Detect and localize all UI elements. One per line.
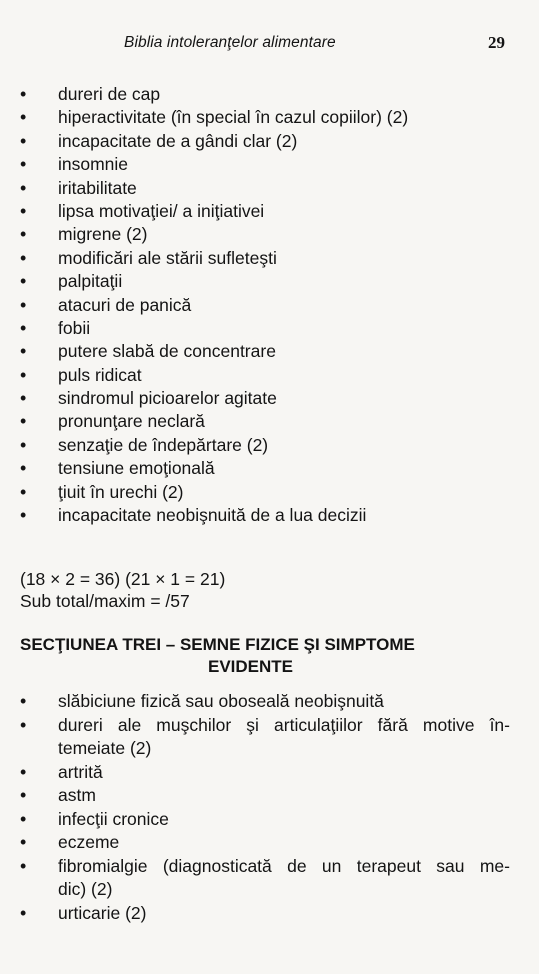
list-item-text: • artrită bbox=[58, 761, 103, 782]
list-item: • ţiuit în urechi (2) bbox=[20, 481, 520, 504]
list-item bbox=[20, 831, 510, 855]
list-item bbox=[20, 808, 510, 832]
score-totals bbox=[20, 568, 225, 612]
list-item: • insomnie bbox=[20, 153, 520, 176]
list-item: • hiperactivitate (în special în cazul copiilor) (2) bbox=[20, 106, 520, 129]
running-title: Biblia intoleranţelor alimentare bbox=[124, 34, 336, 51]
score-calculation: (18 × 2 = 36) (21 × 1 = 21) bbox=[20, 569, 226, 589]
list-item: • tensiune emoţională bbox=[20, 457, 520, 480]
list-item-text: • urticarie (2) bbox=[58, 902, 147, 923]
list-item bbox=[20, 902, 510, 926]
list-item: • senzaţie de îndepărtare (2) bbox=[20, 434, 520, 457]
list-item bbox=[20, 855, 510, 902]
symptom-list-section-two bbox=[20, 83, 520, 527]
section-three-heading-line2: EVIDENTE bbox=[208, 657, 294, 676]
list-item-text: • fibromialgie (diagnosticată de un terapeut sau me- bbox=[58, 855, 510, 876]
list-item-text: • astm bbox=[58, 785, 96, 805]
section-three-heading bbox=[20, 634, 500, 678]
symptom-list-section-three bbox=[20, 690, 510, 925]
list-item: • incapacitate de a gândi clar (2) bbox=[20, 130, 520, 153]
list-item-text: • eczeme bbox=[58, 832, 120, 852]
list-item: • iritabilitate bbox=[20, 177, 520, 200]
list-item: • lipsa motivaţiei/ a iniţiativei bbox=[20, 200, 520, 223]
section-three-heading-line1: SECŢIUNEA TREI – SEMNE FIZICE ŞI SIMPTOME bbox=[20, 635, 415, 654]
list-item: • sindromul picioarelor agitate bbox=[20, 387, 520, 410]
list-item: • migrene (2) bbox=[20, 223, 520, 246]
list-item: • puls ridicat bbox=[20, 364, 520, 387]
list-item: • dureri de cap bbox=[20, 83, 520, 106]
list-item: • putere slabă de concentrare bbox=[20, 340, 520, 363]
list-item-text: • dureri ale muşchilor şi articulaţiilor fără motive în- bbox=[58, 714, 510, 735]
list-item bbox=[20, 784, 510, 808]
list-item: • palpitaţii bbox=[20, 270, 520, 293]
list-item: • modificări ale stării sufleteşti bbox=[20, 247, 520, 270]
list-item bbox=[20, 690, 510, 714]
list-item-text-continued: dic) (2) bbox=[58, 879, 113, 899]
list-item: • incapacitate neobişnuită de a lua decizii bbox=[20, 504, 520, 527]
page-number: 29 bbox=[488, 33, 505, 52]
list-item-text: • infecţii cronice bbox=[58, 808, 169, 829]
page-header bbox=[0, 34, 539, 56]
score-subtotal: Sub total/maxim = /57 bbox=[20, 591, 190, 611]
list-item bbox=[20, 761, 510, 785]
list-item: • pronunţare neclară bbox=[20, 410, 520, 433]
list-item bbox=[20, 714, 510, 761]
list-item-text: • slăbiciune fizică sau oboseală neobişnuită bbox=[58, 691, 384, 711]
list-item: • atacuri de panică bbox=[20, 294, 520, 317]
list-item: • fobii bbox=[20, 317, 520, 340]
list-item-text-continued: temeiate (2) bbox=[58, 738, 152, 758]
